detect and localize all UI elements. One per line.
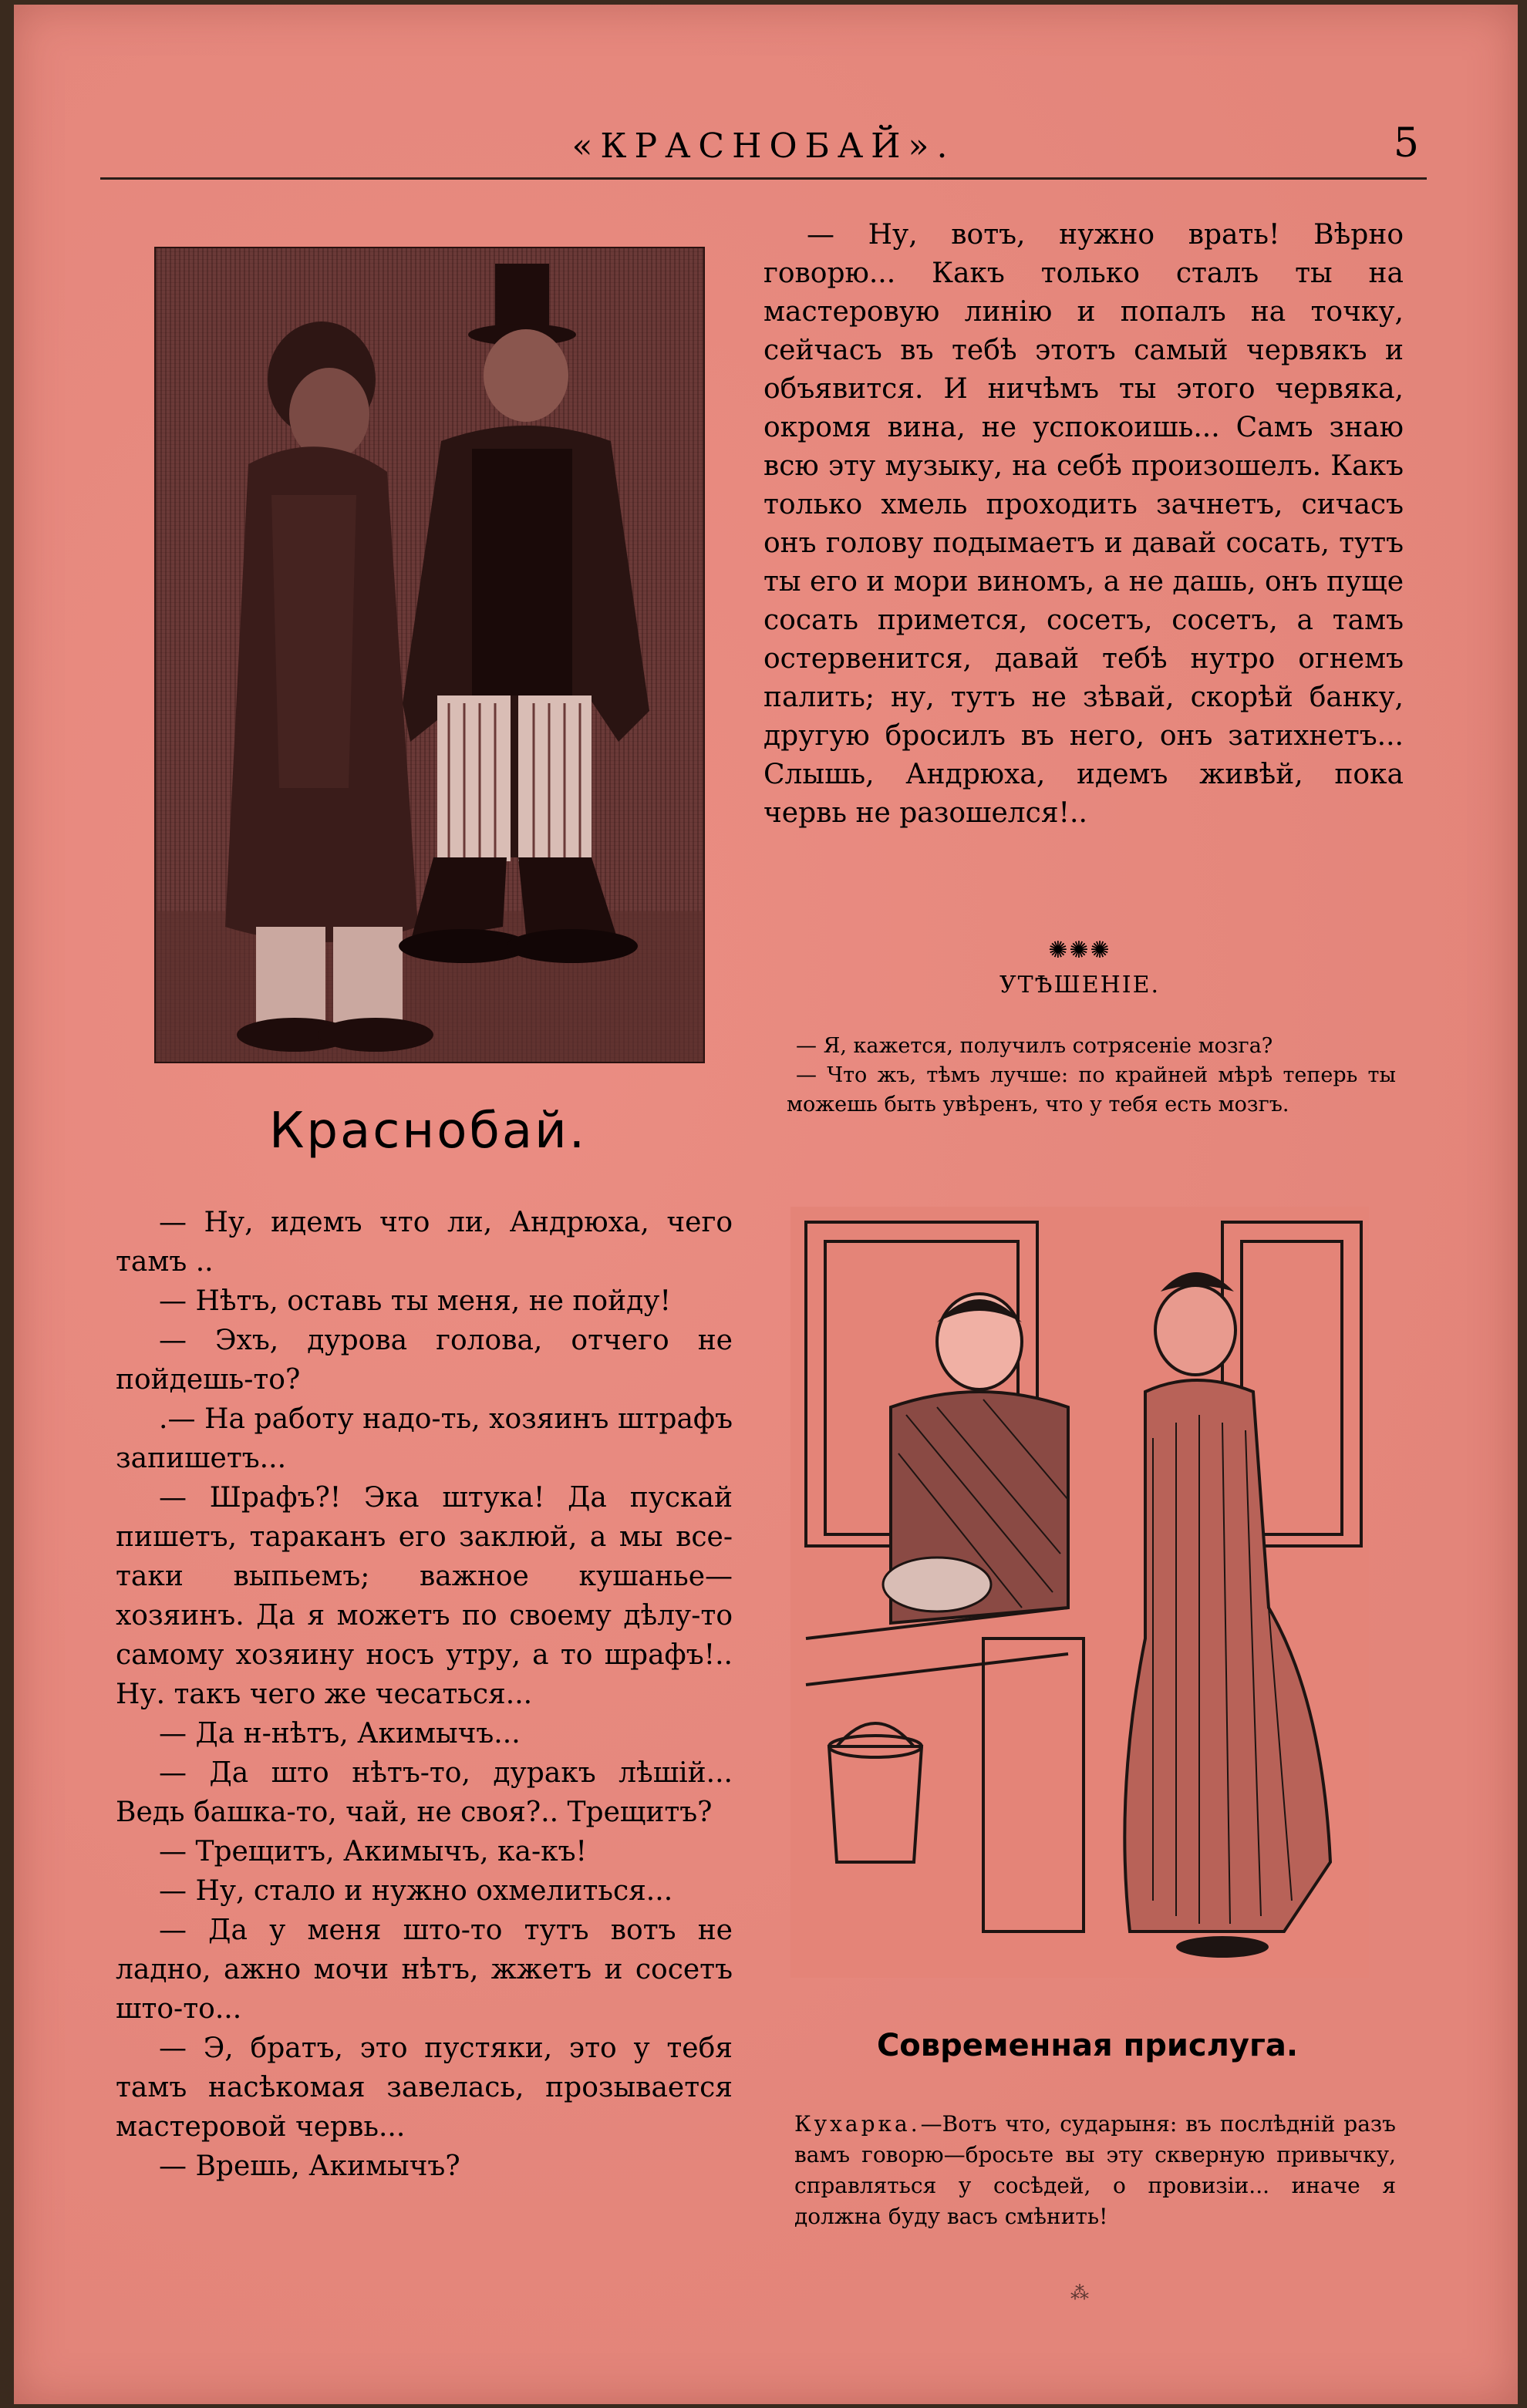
joke-text	[787, 1032, 1396, 1120]
dialog-right-column	[764, 216, 1404, 833]
page-number: 5	[1393, 120, 1419, 167]
dialog-line: — Да н-нѣтъ, Акимычъ...	[159, 1718, 521, 1750]
dialog-line: — Врешь, Акимычъ?	[159, 2150, 460, 2182]
dialog-line: — Да у меня што-то тутъ вотъ не ладно, ажно мочи нѣтъ, жжетъ и сосетъ што-то...	[116, 1915, 733, 2025]
engraving-two-workers	[154, 247, 705, 1063]
illustration-cook-and-lady	[790, 1207, 1369, 1978]
page-header	[100, 116, 1427, 180]
bottom-ornament: ⁂	[1070, 2282, 1089, 2304]
dialog-line: — Э, братъ, это пустяки, это у тебя тамъ насѣкомая завелась, прозывается мастеровой червь...	[116, 2032, 733, 2143]
caption-text	[794, 2109, 1396, 2232]
joke-line: — Что жъ, тѣмъ лучше: по крайней мѣрѣ теперь ты можешь быть увѣренъ, что у тебя есть мозгъ.	[787, 1063, 1396, 1116]
dialog-line: — Эхъ, дурова голова, отчего не пойдешь-то?	[116, 1325, 733, 1396]
dialog-line: — Трещитъ, Акимычъ, ка-къ!	[159, 1836, 587, 1867]
engraving-drawing	[156, 248, 703, 1062]
illustration-drawing	[790, 1207, 1369, 1978]
dialog-line: — Ну, идемъ что ли, Андрюха, чего тамъ ..	[116, 1207, 733, 1278]
dialog-line: .— На работу надо-ть, хозяинъ штрафъ запишетъ...	[116, 1403, 733, 1474]
joke-line: — Я, кажется, получилъ сотрясеніе мозга?	[796, 1034, 1273, 1058]
masthead-title: «КРАСНОБАЙ».	[571, 126, 956, 166]
dialog-line: — Ну, вотъ, нужно врать! Вѣрно говорю... Какъ только сталъ ты на мастеровую линію и попалъ на точку, сейчасъ въ тебѣ этотъ самый червякъ и объявится. И ничѣмъ ты этого червяка, окромя вина, не успокоишь... Самъ знаю всю эту музыку, на себѣ произошелъ. Какъ только хмель проходить зачнетъ, сичасъ онъ голову подымаетъ и давай сосать, тутъ ты его и мори виномъ, а не дашь, онъ пуще сосать примется, сосетъ, сосетъ, а тамъ остервенится, давай тебѣ нутро огнемъ палить; ну, тутъ не зѣвай, скорѣй банку, другую бросилъ въ него, онъ затихнетъ... Слышь, Андрюха, идемъ живѣй, пока червь не разошелся!..	[764, 219, 1404, 829]
dialog-left-column	[116, 1203, 733, 2186]
dialog-line: — Ну, стало и нужно охмелиться...	[159, 1875, 673, 1907]
dialog-line: — Да што нѣтъ-то, дуракъ лѣшій... Ведь башка-то, чай, не своя?.. Трещитъ?	[116, 1757, 733, 1828]
dialog-line: — Шрафъ?! Эка штука! Да пускай пишетъ, тараканъ его заклюй, а мы все-таки выпьемъ; важное кушанье—хозяинъ. Да я можетъ по своему дѣлу-то самому хозяину носъ утру, а то шрафъ!.. Ну. такъ чего же чесаться...	[116, 1482, 733, 1710]
joke-title: УТѢШЕНІЕ.	[999, 972, 1161, 999]
caption-title: Современная прислуга.	[876, 2028, 1299, 2063]
caption-speech: —Вотъ что, сударыня: въ послѣдній разъ вамъ говорю—бросьте вы эту скверную привычку, справляться у сосѣдей, о провизіи... иначе я должна буду васъ смѣнить!	[794, 2111, 1396, 2229]
dialog-line: — Нѣтъ, оставь ты меня, не пойду!	[159, 1285, 671, 1317]
article-title: Краснобай.	[268, 1103, 588, 1160]
caption-speaker: Кухарка.	[794, 2111, 921, 2137]
section-ornament: ✺✺✺	[1048, 937, 1111, 964]
